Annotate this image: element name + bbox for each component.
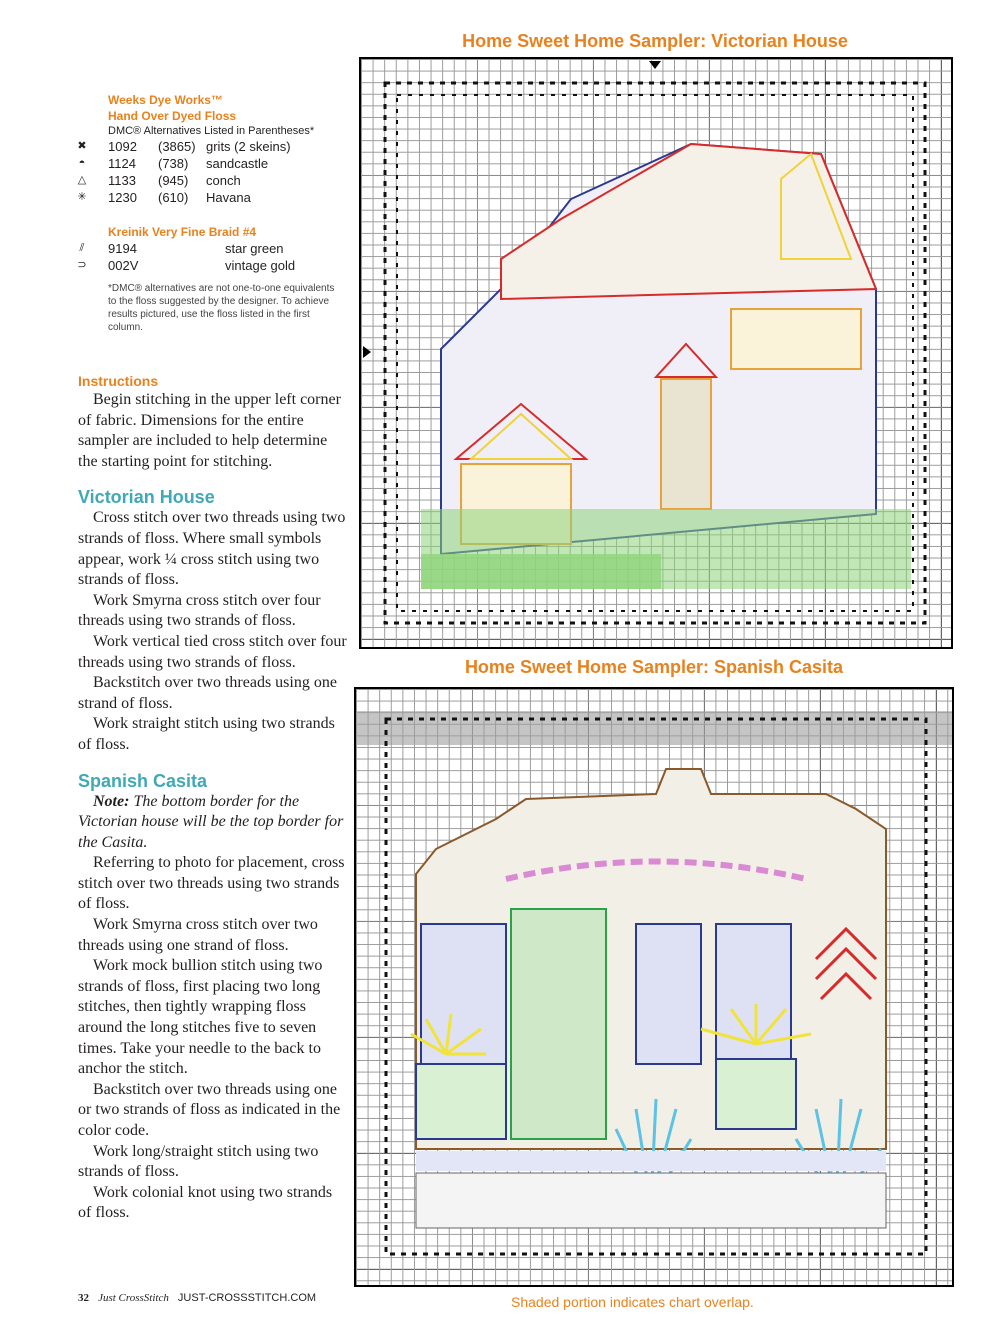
hook-symbol-icon: ⊃ [77,259,87,271]
floss-dmc: (738) [158,156,189,171]
victorian-chart-drawing [361,59,951,647]
floss-name: sandcastle [206,156,269,171]
alt-note: DMC® Alternatives Listed in Parentheses* [108,125,315,137]
center-window [636,924,701,1064]
note-label: Note: [93,792,130,810]
dmc-disclaimer: *DMC® alternatives are not one-to-one equivalents to the floss suggested by the designer. To achieve results pictured, use the floss listed in the first column. [108,283,335,333]
floss-name: Havana [206,190,251,205]
note-text: The bottom border for the Victorian house will be the top border for the Casita. [78,792,344,851]
roof-outline [501,144,876,299]
floss-code: 1092 [108,139,137,154]
magazine-url: JUST-CROSSSTITCH.COM [177,1292,317,1304]
floss-dmc: (945) [158,173,189,188]
triangle-symbol-icon: △ [77,174,87,186]
floss-list [77,138,358,206]
casita-chart-title: Home Sweet Home Sampler: Spanish Casita [464,657,844,677]
casita-paragraph: Backstitch over two threads using one or two strands of floss as indicated in the color code. [78,1080,341,1139]
center-marker-icon [649,61,661,69]
casita-paragraph: Work colonial knot using two strands of floss. [78,1183,333,1222]
casita-door [511,909,606,1139]
ground-row [416,1151,886,1171]
casita-paragraph: Work mock bullion stitch using two strands of floss, first placing two long stitches, then tightly wrapping floss around the long stitches five to seven times. Take your needle to the back to anchor the stitch. [78,957,323,1078]
floss-row [77,138,358,155]
overlap-shading [356,711,952,745]
overlap-note: Shaded portion indicates chart overlap. [511,1294,754,1310]
braid-name: vintage gold [225,258,296,273]
instructions-text: Begin stitching in the upper left corner of fabric. Dimensions for the entire sampler are included to help determine the starting point for stitching. [78,391,341,470]
floss-dmc: (3865) [158,139,196,154]
casita-chart-drawing [356,689,952,1285]
brand-line2: Hand Over Dyed Floss [108,109,237,123]
victorian-chart-title: Home Sweet Home Sampler: Victorian House [462,31,848,51]
instructions-heading: Instructions [78,373,159,389]
floss-row [77,172,358,189]
planter-box [716,1059,796,1129]
floss-name: grits (2 skeins) [206,139,291,154]
door-panel [661,379,711,509]
ground-stones [416,1173,886,1228]
floss-legend [77,92,358,334]
floss-code: 1230 [108,190,137,205]
braid-code: 9194 [108,241,137,256]
victorian-heading: Victorian House [78,487,215,508]
floss-row [78,155,358,172]
braid-name: star green [225,241,284,256]
window-panel [731,309,861,369]
casita-paragraph: Work Smyrna cross stitch over two threads using one strand of floss. [78,916,318,954]
victorian-paragraph: Backstitch over two threads using one strand of floss. [78,674,337,712]
victorian-house-chart [359,57,953,649]
floss-row [77,189,358,206]
braid-row [79,240,358,257]
victorian-paragraph: Work straight stitch using two strands of floss. [78,715,335,753]
braid-list [77,240,358,274]
asterisk-symbol-icon: ✳ [77,191,87,203]
floss-code: 1124 [108,156,136,171]
instructions-column [78,372,348,1224]
casita-paragraph: Referring to photo for placement, cross stitch over two threads using two strands of floss. [78,854,345,913]
casita-heading: Spanish Casita [78,770,208,791]
victorian-paragraph: Work vertical tied cross stitch over four threads using two strands of floss. [78,632,347,671]
spanish-casita-chart [354,687,954,1287]
cross-symbol-icon: ✖ [77,140,87,152]
page-number: 32 [78,1292,89,1304]
grass-area [421,554,661,589]
magazine-name: Just CrossStitch [98,1292,169,1304]
page-footer [78,1292,316,1304]
victorian-paragraph: Work Smyrna cross stitch over four threads using two strands of floss. [78,591,321,630]
half-circle-symbol-icon: ◓ [78,157,86,169]
victorian-paragraph: Cross stitch over two threads using two strands of floss. Where small symbols appear, work ¼ cross stitch using two strands of floss. [78,509,346,589]
braid-heading: Kreinik Very Fine Braid #4 [108,225,257,239]
brand-line1: Weeks Dye Works™ [108,93,223,107]
double-slash-symbol-icon: ⫽ [79,242,85,254]
casita-note [78,792,348,854]
center-marker-icon [363,346,371,358]
floss-code: 1133 [108,173,136,188]
braid-code: 002V [108,258,139,273]
braid-row [77,257,358,274]
planter-box [416,1064,506,1139]
floss-dmc: (610) [158,190,189,205]
casita-paragraph: Work long/straight stitch using two strands of floss. [78,1142,319,1181]
floss-name: conch [206,173,241,188]
